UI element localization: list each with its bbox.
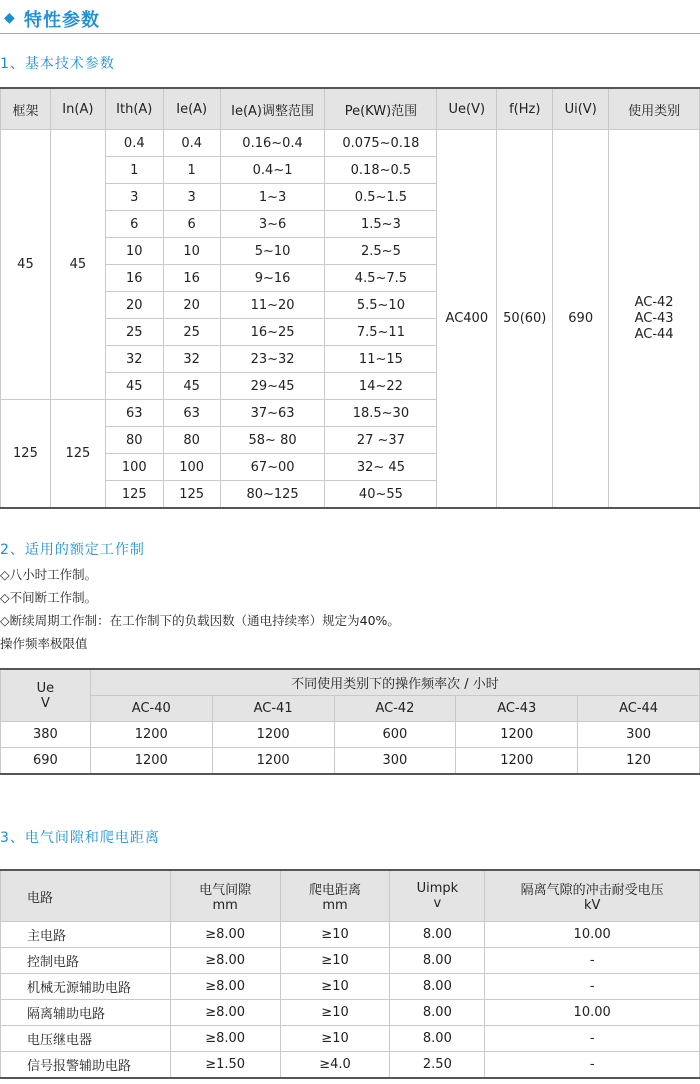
table-cell: 1200 — [212, 748, 334, 775]
header-cell: Ith(A) — [105, 88, 163, 130]
table-cell: 5.5~10 — [325, 292, 437, 319]
table-cell: 0.18~0.5 — [325, 157, 437, 184]
table-cell: 45 — [163, 373, 220, 400]
section-title-clearance: 3、电气间隙和爬电距离 — [0, 830, 160, 846]
table-cell: 100 — [163, 454, 220, 481]
table-cell: 电压继电器 — [1, 1026, 171, 1052]
table-row — [1, 948, 700, 974]
table-cell: 80~125 — [220, 481, 325, 509]
header-line: 隔离气隙的冲击耐受电压 — [520, 883, 664, 898]
table-cell: 63 — [105, 400, 163, 427]
table-cell: 58~ 80 — [220, 427, 325, 454]
table-cell: 80 — [163, 427, 220, 454]
section-title-duty: 2、适用的额定工作制 — [0, 542, 145, 558]
table-cell: 8.00 — [390, 922, 485, 948]
table-cell: 18.5~30 — [325, 400, 437, 427]
table-cell: ≥10 — [280, 1026, 390, 1052]
header-cell — [485, 870, 700, 922]
page-title: 特性参数 — [24, 10, 100, 31]
category-header: AC-42 — [334, 696, 456, 722]
table-row — [1, 1052, 700, 1079]
table-cell: 2.5~5 — [325, 238, 437, 265]
frame-cell: 45 — [1, 130, 51, 400]
table-cell: ≥10 — [280, 922, 390, 948]
table-cell: 20 — [163, 292, 220, 319]
table-cell: 3 — [105, 184, 163, 211]
table-cell: 100 — [105, 454, 163, 481]
table-row — [1, 922, 700, 948]
table-cell: 8.00 — [390, 1026, 485, 1052]
table-cell: 6 — [105, 211, 163, 238]
table-cell: 1~3 — [220, 184, 325, 211]
table-cell: 11~20 — [220, 292, 325, 319]
table-cell: 27 ~37 — [325, 427, 437, 454]
header-cell — [1, 870, 171, 922]
table-cell: 300 — [578, 722, 700, 748]
table-cell: ≥8.00 — [170, 922, 280, 948]
table-cell: 125 — [163, 481, 220, 509]
table-cell: - — [485, 948, 700, 974]
clearance-table — [0, 869, 700, 1079]
table-cell: 80 — [105, 427, 163, 454]
freq-limit-label: 操作频率极限值 — [0, 636, 88, 651]
table-cell: 125 — [105, 481, 163, 509]
table-cell: 2.50 — [390, 1052, 485, 1079]
table-cell: 7.5~11 — [325, 319, 437, 346]
header-cell: 使用类别 — [609, 88, 700, 130]
table-cell: 机械无源辅助电路 — [1, 974, 171, 1000]
duty-item: ◇断续周期工作制：在工作制下的负载因数（通电持续率）规定为40%。 — [0, 613, 400, 628]
table-cell: 1200 — [456, 748, 578, 775]
category-header: AC-43 — [456, 696, 578, 722]
frame-cell: 125 — [1, 400, 51, 509]
category-header: AC-40 — [90, 696, 212, 722]
table-cell: 10.00 — [485, 1000, 700, 1026]
header-line: 电路 — [27, 890, 54, 906]
table-cell: 20 — [105, 292, 163, 319]
table-cell: 8.00 — [390, 1000, 485, 1026]
table-cell: 40~55 — [325, 481, 437, 509]
table-cell: 6 — [163, 211, 220, 238]
table-cell: 63 — [163, 400, 220, 427]
category-header: AC-41 — [212, 696, 334, 722]
table-cell: 120 — [578, 748, 700, 775]
table-cell: ≥10 — [280, 948, 390, 974]
table-cell: 25 — [105, 319, 163, 346]
header-cell: f(Hz) — [497, 88, 553, 130]
table-row — [1, 1000, 700, 1026]
clearance-header-row — [1, 870, 700, 922]
basic-params-table — [0, 87, 700, 509]
table-row — [1, 1026, 700, 1052]
header-unit: mm — [322, 898, 348, 913]
span-header: 不同使用类别下的操作频率次 / 小时 — [90, 669, 699, 696]
header-unit: v — [433, 896, 442, 911]
table-cell: 1.5~3 — [325, 211, 437, 238]
ue-unit: V — [40, 695, 50, 711]
table-cell: 5~10 — [220, 238, 325, 265]
header-cell: Ui(V) — [553, 88, 609, 130]
freq-subheader-row — [1, 696, 700, 722]
header-cell: Ie(A) — [163, 88, 220, 130]
freq-header-row — [1, 669, 700, 696]
table-cell: ≥4.0 — [280, 1052, 390, 1079]
ue-header: Ue — [36, 680, 55, 696]
diamond-icon: ◆ — [4, 10, 15, 26]
header-cell: In(A) — [50, 88, 105, 130]
table-cell: 9~16 — [220, 265, 325, 292]
freq-cell: 50(60) — [497, 130, 553, 509]
header-cell — [280, 870, 390, 922]
table-cell: 0.5~1.5 — [325, 184, 437, 211]
table-cell: 3 — [163, 184, 220, 211]
table-cell: 0.075~0.18 — [325, 130, 437, 157]
header-unit: mm — [212, 898, 238, 913]
table-cell: 8.00 — [390, 948, 485, 974]
table-cell: 主电路 — [1, 922, 171, 948]
table-cell: 0.16~0.4 — [220, 130, 325, 157]
table-cell: ≥8.00 — [170, 974, 280, 1000]
table-cell: 10.00 — [485, 922, 700, 948]
duty-item: ◇不间断工作制。 — [0, 590, 98, 605]
table-cell: 0.4 — [163, 130, 220, 157]
table-cell: - — [485, 1026, 700, 1052]
table-cell: 1200 — [90, 722, 212, 748]
header-line: 电气间隙 — [199, 883, 252, 898]
table-cell: - — [485, 974, 700, 1000]
table-cell: 16~25 — [220, 319, 325, 346]
table-cell: ≥8.00 — [170, 1026, 280, 1052]
table-cell: 1 — [105, 157, 163, 184]
table-cell: ≥10 — [280, 974, 390, 1000]
table-cell: 600 — [334, 722, 456, 748]
table-row — [1, 748, 700, 775]
table-cell: 0.4 — [105, 130, 163, 157]
table-cell: 10 — [163, 238, 220, 265]
header-cell: 框架 — [1, 88, 51, 130]
header-line: Uimpk — [416, 881, 459, 896]
table-cell: 32 — [105, 346, 163, 373]
header-cell — [390, 870, 485, 922]
category-item: AC-43 — [634, 310, 674, 326]
table-cell: 300 — [334, 748, 456, 775]
header-cell: Ue(V) — [437, 88, 497, 130]
header-cell — [170, 870, 280, 922]
header-unit: kV — [583, 898, 601, 913]
table-cell: 4.5~7.5 — [325, 265, 437, 292]
table-cell: 11~15 — [325, 346, 437, 373]
table-cell: 32~ 45 — [325, 454, 437, 481]
table-row — [1, 722, 700, 748]
table-row — [1, 130, 700, 157]
header-cell: Pe(KW)范围 — [325, 88, 437, 130]
table-cell: 信号报警辅助电路 — [1, 1052, 171, 1079]
section-title-basic-params: 1、基本技术参数 — [0, 56, 115, 72]
table-cell: 29~45 — [220, 373, 325, 400]
table-cell: 0.4~1 — [220, 157, 325, 184]
duty-item: ◇八小时工作制。 — [0, 567, 98, 582]
ue-header-cell — [1, 669, 91, 722]
table-cell: 1200 — [456, 722, 578, 748]
category-item: AC-44 — [634, 326, 674, 342]
table-cell: 1 — [163, 157, 220, 184]
table-cell: ≥8.00 — [170, 1000, 280, 1026]
table-cell: 14~22 — [325, 373, 437, 400]
in-cell: 45 — [50, 130, 105, 400]
table-cell: 380 — [1, 722, 91, 748]
category-cell — [609, 130, 700, 509]
table-cell: 25 — [163, 319, 220, 346]
table-cell: 16 — [105, 265, 163, 292]
table-cell: 32 — [163, 346, 220, 373]
table-cell: 1200 — [90, 748, 212, 775]
in-cell: 125 — [50, 400, 105, 509]
table-cell: 控制电路 — [1, 948, 171, 974]
table-cell: 8.00 — [390, 974, 485, 1000]
table-cell: 隔离辅助电路 — [1, 1000, 171, 1026]
table-cell: 67~00 — [220, 454, 325, 481]
table-cell: ≥10 — [280, 1000, 390, 1026]
header-cell: Ie(A)调整范围 — [220, 88, 325, 130]
table-cell: 23~32 — [220, 346, 325, 373]
ui-cell: 690 — [553, 130, 609, 509]
category-item: AC-42 — [634, 294, 674, 310]
basic-params-header-row — [1, 88, 700, 130]
table-cell: 1200 — [212, 722, 334, 748]
table-row — [1, 974, 700, 1000]
table-cell: 37~63 — [220, 400, 325, 427]
category-header: AC-44 — [578, 696, 700, 722]
header-divider — [0, 33, 700, 34]
table-cell: ≥1.50 — [170, 1052, 280, 1079]
ue-cell: AC400 — [437, 130, 497, 509]
table-cell: 3~6 — [220, 211, 325, 238]
header-line: 爬电距离 — [309, 883, 362, 898]
table-cell: ≥8.00 — [170, 948, 280, 974]
table-cell: 16 — [163, 265, 220, 292]
table-cell: 690 — [1, 748, 91, 775]
page-header — [0, 0, 700, 36]
table-cell: 45 — [105, 373, 163, 400]
table-cell: 10 — [105, 238, 163, 265]
table-cell: - — [485, 1052, 700, 1079]
operation-frequency-table — [0, 668, 700, 775]
